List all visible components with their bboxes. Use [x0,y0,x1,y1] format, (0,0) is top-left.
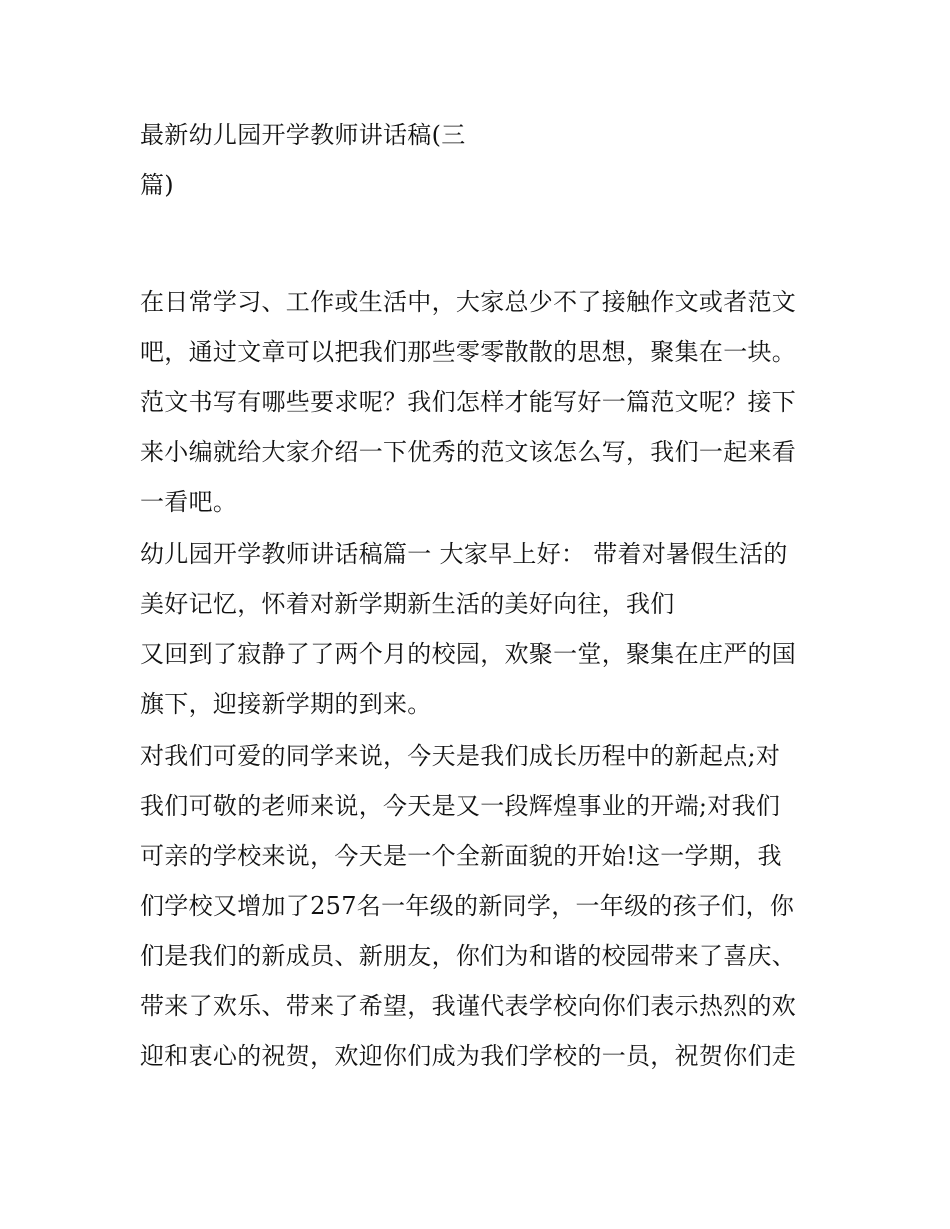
title-line: 篇) [140,171,174,199]
text-line: 迎和衷心的祝贺，欢迎你们成为我们学校的一员，祝贺你们走 [140,1042,797,1070]
text-line: 们是我们的新成员、新朋友，你们为和谐的校园带来了喜庆、 [140,942,797,970]
text-line: 们学校又增加了257名一年级的新同学，一年级的孩子们，你 [140,892,795,920]
text-line: 可亲的学校来说，今天是一个全新面貌的开始!这一学期，我 [140,842,782,870]
text-line: 一看吧。 [140,488,238,516]
document-title [140,110,820,210]
text-line: 我们可敬的老师来说，今天是又一段辉煌事业的开端;对我们 [140,792,781,820]
paragraph-intro [140,277,830,527]
paragraph-speech-opening [140,529,830,729]
text-line: 旗下，迎接新学期的到来。 [140,690,432,718]
text-line: 带来了欢乐、带来了希望，我谨代表学校向你们表示热烈的欢 [140,992,797,1020]
text-line: 来小编就给大家介绍一下优秀的范文该怎么写，我们一起来看 [140,438,797,466]
text-line: 对我们可爱的同学来说，今天是我们成长历程中的新起点;对 [140,742,781,770]
text-line: 美好记忆，怀着对新学期新生活的美好向往，我们 [140,590,675,618]
document-body [140,277,830,1081]
title-line: 最新幼儿园开学教师讲话稿(三 [140,121,466,149]
paragraph-speech-body [140,731,830,1081]
text-line: 吧，通过文章可以把我们那些零零散散的思想，聚集在一块。 [140,338,797,366]
text-line: 在日常学习、工作或生活中，大家总少不了接触作文或者范文 [140,288,797,316]
text-line: 幼儿园开学教师讲话稿篇一 大家早上好： 带着对暑假生活的 [140,540,788,568]
text-line: 范文书写有哪些要求呢？我们怎样才能写好一篇范文呢？接下 [140,388,797,416]
text-line: 又回到了寂静了了两个月的校园，欢聚一堂，聚集在庄严的国 [140,640,797,668]
